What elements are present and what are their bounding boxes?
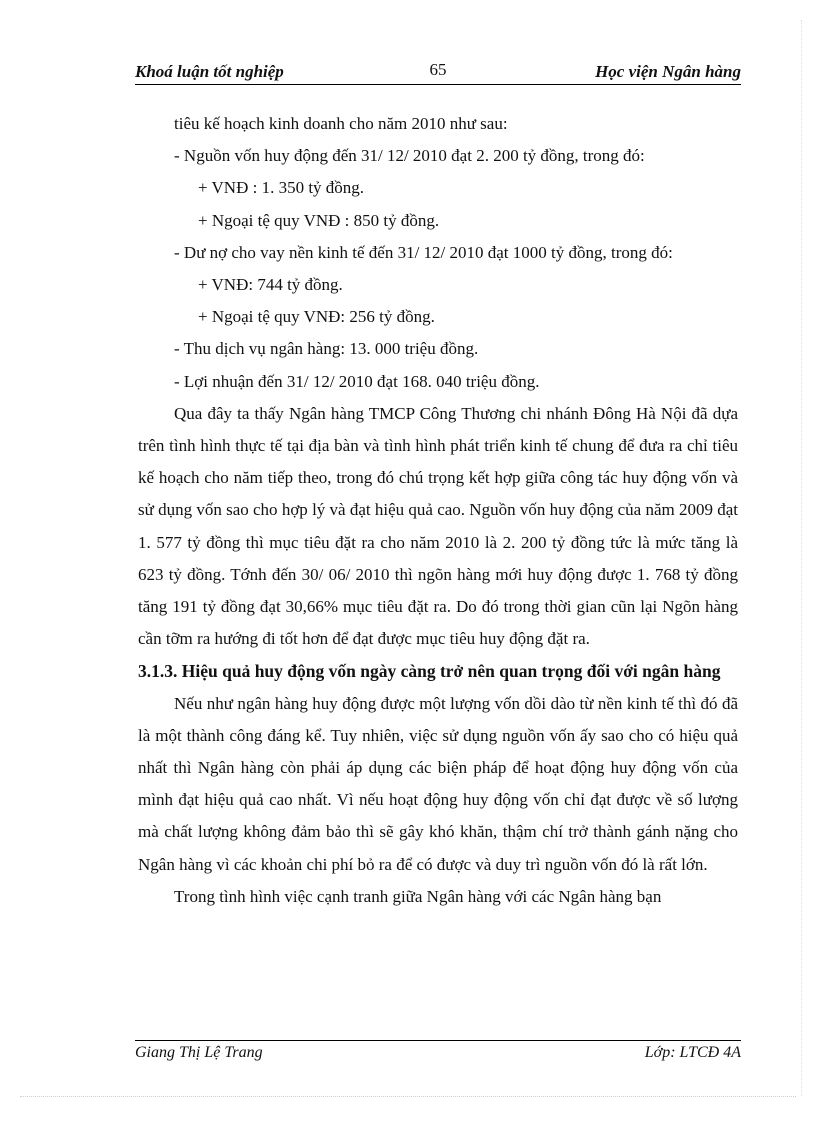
page-edge-bottom [20, 1096, 796, 1097]
paragraph-competition: Trong tình hình việc cạnh tranh giữa Ngân hàng với các Ngân hàng bạn [174, 886, 662, 906]
intro-line: tiêu kế hoạch kinh doanh cho năm 2010 như sau: [174, 114, 508, 133]
paragraph-summary: Qua đây ta thấy Ngân hàng TMCP Công Thương chi nhánh Đông Hà Nội đã dựa trên tình hình thực tế tại địa bàn và tình hình phát triển kinh tế chung để đưa ra chỉ tiêu kế hoạch cho năm tiếp theo, trong đó chú trọng kết hợp giữa công tác huy động vốn và sử dụng vốn sao cho hợp lý và đạt hiệu quả cao. Nguồn vốn huy động của năm 2009 đạt 1. 577 tỷ đồng thì mục tiêu đặt ra cho năm 2010 là 2. 200 tỷ đồng tức là mức tăng là 623 tỷ đồng. Tớnh đến 30/ 06/ 2010 thì ngõn hàng mới huy động được 1. 768 tỷ đồng tăng 191 tỷ đồng đạt 30,66% mục tiêu đặt ra. Do đó trong thời gian cũn lại Ngõn hàng cần tỡm ra hướng đi tốt hơn để đạt được mục tiêu huy động đặt ra. [138, 403, 738, 649]
bullet-loans: - Dư nợ cho vay nền kinh tế đến 31/ 12/ 2010 đạt 1000 tỷ đồng, trong đó: [174, 242, 673, 262]
sub-bullet-foreign: + Ngoại tệ quy VNĐ : 850 tỷ đồng. [198, 210, 440, 230]
footer-class: Lớp: LTCĐ 4A [644, 1044, 741, 1061]
footer-author: Giang Thị Lệ Trang [135, 1044, 263, 1061]
sub-bullet-vnd: + VNĐ : 1. 350 tỷ đồng. [198, 178, 365, 198]
bullet-capital-mobilized: - Nguồn vốn huy động đến 31/ 12/ 2010 đạt 2. 200 tỷ đồng, trong đó: [174, 146, 645, 166]
page-footer [135, 1044, 741, 1066]
section-heading: 3.1.3. Hiệu quả huy động vốn ngày càng trở nên quan trọng đối với ngân hàng [138, 661, 721, 682]
header-thesis-label: Khoá luận tốt nghiệp [135, 62, 284, 81]
page-edge-right [801, 20, 802, 1096]
footer-rule [135, 1040, 741, 1041]
header-rule [135, 84, 741, 85]
header-institution: Học viện Ngân hàng [595, 62, 741, 81]
sub-bullet-loans-vnd: + VNĐ: 744 tỷ đồng. [198, 275, 343, 295]
page-header [135, 58, 741, 86]
page-body [138, 108, 738, 913]
bullet-service-income: - Thu dịch vụ ngân hàng: 13. 000 triệu đồng. [174, 339, 479, 359]
page-number: 65 [429, 60, 447, 79]
paragraph-efficiency: Nếu như ngân hàng huy động được một lượng vốn dồi dào từ nền kinh tế thì đó đã là một thành công đáng kể. Tuy nhiên, việc sử dụng nguồn vốn ấy sao cho có hiệu quả nhất thì Ngân hàng còn phải áp dụng các biện pháp để hoạt động huy động vốn của mình đạt hiệu quả cao nhất. Vì nếu hoạt động huy động vốn chỉ đạt được về số lượng mà chất lượng không đảm bảo thì sẽ gây khó khăn, thậm chí trở thành gánh nặng cho Ngân hàng vì các khoản chi phí bỏ ra để có được và duy trì nguồn vốn đó là rất lớn. [138, 693, 738, 874]
bullet-profit: - Lợi nhuận đến 31/ 12/ 2010 đạt 168. 040 triệu đồng. [174, 371, 540, 391]
sub-bullet-loans-foreign: + Ngoại tệ quy VNĐ: 256 tỷ đồng. [198, 307, 435, 327]
